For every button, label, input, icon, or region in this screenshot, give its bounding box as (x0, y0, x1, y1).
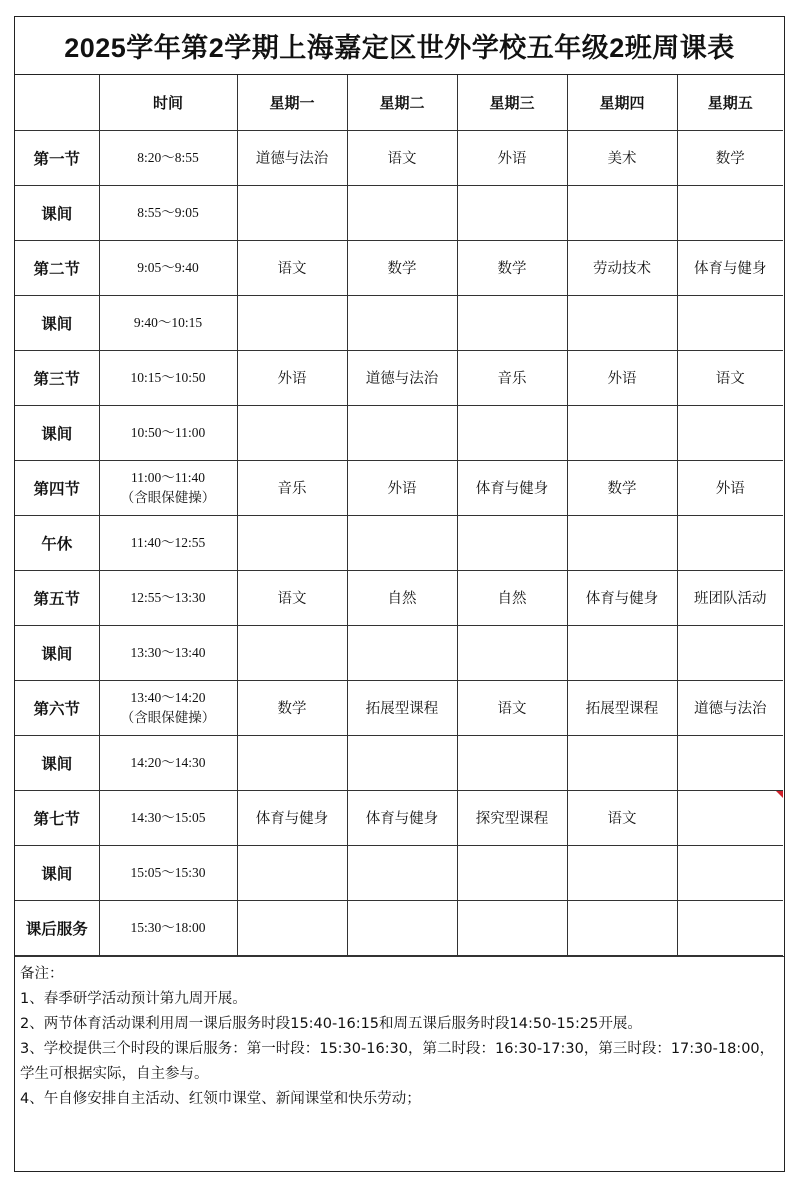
time-range-text: 15:30～18:00 (130, 919, 206, 935)
time-range (99, 185, 237, 240)
time-range-text: 14:30～15:05 (130, 809, 206, 825)
period-label: 第四节 (15, 460, 99, 515)
subject-cell (677, 295, 783, 350)
subject-cell (567, 185, 677, 240)
period-label: 课后服务 (15, 900, 99, 955)
table-row (15, 130, 783, 185)
subject-cell (677, 350, 783, 405)
table-row (15, 735, 783, 790)
time-range (99, 295, 237, 350)
subject-cell (457, 735, 567, 790)
period-label: 第七节 (15, 790, 99, 845)
time-range (99, 625, 237, 680)
subject-cell (677, 625, 783, 680)
subject-cell (677, 735, 783, 790)
header-friday: 星期五 (677, 75, 783, 130)
subject-cell (677, 240, 783, 295)
subject-cell (677, 460, 783, 515)
subject-text: 外语 (277, 371, 307, 387)
time-range (99, 240, 237, 295)
time-range-text: 15:05～15:30 (130, 864, 206, 880)
subject-cell (347, 735, 457, 790)
subject-cell (677, 570, 783, 625)
subject-cell (677, 405, 783, 460)
subject-text: 音乐 (497, 371, 527, 387)
subject-cell (347, 405, 457, 460)
table-row (15, 405, 783, 460)
table-row (15, 900, 783, 955)
subject-cell (457, 625, 567, 680)
subject-text: 班团队活动 (694, 591, 767, 607)
subject-text: 外语 (607, 371, 637, 387)
period-label: 第二节 (15, 240, 99, 295)
subject-cell (237, 295, 347, 350)
subject-text: 语文 (277, 261, 307, 277)
subject-cell (567, 130, 677, 185)
subject-cell (567, 240, 677, 295)
subject-text: 外语 (715, 481, 745, 497)
subject-cell (677, 900, 783, 955)
subject-cell (457, 350, 567, 405)
period-label: 课间 (15, 735, 99, 790)
subject-text: 拓展型课程 (365, 701, 439, 717)
period-label: 第一节 (15, 130, 99, 185)
subject-cell (677, 515, 783, 570)
timetable (15, 75, 783, 956)
subject-cell (347, 295, 457, 350)
subject-cell (457, 130, 567, 185)
subject-cell (567, 295, 677, 350)
subject-cell (457, 185, 567, 240)
time-range-note: （含眼保健操） (120, 709, 216, 725)
time-range (99, 515, 237, 570)
table-row (15, 350, 783, 405)
subject-text: 外语 (387, 481, 417, 497)
table-row (15, 570, 783, 625)
time-range (99, 130, 237, 185)
time-range-text: 8:55～9:05 (137, 204, 199, 220)
subject-text: 语文 (277, 591, 307, 607)
time-range (99, 900, 237, 955)
subject-cell (347, 900, 457, 955)
table-row (15, 295, 783, 350)
subject-cell (347, 790, 457, 845)
subject-text: 数学 (607, 481, 637, 497)
subject-text: 美术 (607, 151, 637, 167)
subject-cell (457, 790, 567, 845)
note-item-1: 1、春季研学活动预计第九周开展。 (20, 990, 247, 1007)
note-item-2: 2、两节体育活动课利用周一课后服务时段15:40-16:15和周五课后服务时段14:50-15:25开展。 (20, 1015, 642, 1032)
subject-cell (347, 350, 457, 405)
timetable-sheet (14, 16, 785, 1172)
notes-section (15, 956, 784, 1112)
subject-text: 数学 (497, 261, 527, 277)
note-item-4: 4、午自修安排自主活动、红领巾课堂、新闻课堂和快乐劳动； (20, 1090, 421, 1107)
period-label: 课间 (15, 845, 99, 900)
subject-cell (237, 680, 347, 735)
subject-cell (457, 570, 567, 625)
subject-text: 语文 (497, 701, 527, 717)
time-range (99, 735, 237, 790)
subject-text: 道德与法治 (255, 151, 329, 167)
table-row (15, 625, 783, 680)
subject-cell (237, 185, 347, 240)
subject-text: 音乐 (277, 481, 307, 497)
subject-cell (567, 845, 677, 900)
subject-text: 劳动技术 (593, 261, 651, 277)
notes-heading: 备注： (20, 965, 64, 982)
subject-cell (237, 350, 347, 405)
subject-text: 体育与健身 (585, 591, 659, 607)
time-range-text: 8:20～8:55 (137, 149, 199, 165)
period-label: 课间 (15, 625, 99, 680)
subject-text: 拓展型课程 (585, 701, 659, 717)
subject-cell (237, 460, 347, 515)
period-label: 午休 (15, 515, 99, 570)
subject-cell (457, 295, 567, 350)
subject-cell (677, 130, 783, 185)
subject-text: 自然 (387, 591, 417, 607)
subject-cell (567, 900, 677, 955)
time-range (99, 405, 237, 460)
subject-cell (347, 240, 457, 295)
subject-text: 语文 (715, 371, 745, 387)
subject-cell (457, 900, 567, 955)
time-range-text: 11:40～12:55 (130, 534, 206, 550)
page-title: 2025学年第2学期上海嘉定区世外学校五年级2班周课表 (15, 17, 784, 75)
period-label: 课间 (15, 295, 99, 350)
subject-cell (237, 405, 347, 460)
subject-cell (237, 790, 347, 845)
subject-text: 语文 (387, 151, 417, 167)
subject-cell (567, 790, 677, 845)
subject-cell (567, 350, 677, 405)
subject-cell (347, 680, 457, 735)
subject-cell (567, 515, 677, 570)
subject-cell (347, 185, 457, 240)
subject-cell (237, 735, 347, 790)
subject-cell (457, 240, 567, 295)
header-time: 时间 (99, 75, 237, 130)
subject-cell (237, 515, 347, 570)
subject-text: 语文 (607, 811, 637, 827)
comment-indicator-icon[interactable] (776, 791, 783, 798)
subject-cell (457, 460, 567, 515)
time-range (99, 350, 237, 405)
period-label: 课间 (15, 185, 99, 240)
subject-cell (237, 900, 347, 955)
time-range-text: 10:50～11:00 (130, 424, 206, 440)
subject-cell (457, 680, 567, 735)
time-range-text: 13:30～13:40 (130, 644, 206, 660)
table-row (15, 240, 783, 295)
time-range (99, 460, 237, 515)
subject-cell (677, 790, 783, 845)
subject-cell (237, 570, 347, 625)
subject-cell (347, 130, 457, 185)
time-range-text: 11:00～11:40 (131, 469, 205, 485)
table-row (15, 790, 783, 845)
subject-cell (347, 460, 457, 515)
subject-cell (347, 625, 457, 680)
time-range-text: 12:55～13:30 (130, 589, 206, 605)
time-range-text: 13:40～14:20 (130, 689, 206, 705)
period-label: 第三节 (15, 350, 99, 405)
subject-text: 道德与法治 (365, 371, 439, 387)
subject-text: 数学 (715, 151, 745, 167)
subject-cell (677, 680, 783, 735)
table-row (15, 680, 783, 735)
time-range-text: 14:20～14:30 (130, 754, 206, 770)
subject-cell (457, 515, 567, 570)
subject-cell (237, 240, 347, 295)
subject-text: 体育与健身 (694, 261, 767, 277)
header-blank (15, 75, 99, 130)
subject-cell (677, 845, 783, 900)
period-label: 第六节 (15, 680, 99, 735)
subject-text: 外语 (497, 151, 527, 167)
time-range-text: 9:40～10:15 (133, 314, 203, 330)
subject-cell (347, 570, 457, 625)
time-range (99, 680, 237, 735)
subject-text: 自然 (497, 591, 527, 607)
subject-cell (237, 845, 347, 900)
subject-text: 体育与健身 (475, 481, 549, 497)
table-row (15, 845, 783, 900)
subject-cell (237, 625, 347, 680)
table-row (15, 185, 783, 240)
table-row (15, 515, 783, 570)
header-monday: 星期一 (237, 75, 347, 130)
time-range (99, 845, 237, 900)
time-range (99, 790, 237, 845)
header-tuesday: 星期二 (347, 75, 457, 130)
table-row (15, 460, 783, 515)
subject-text: 体育与健身 (365, 811, 439, 827)
subject-cell (567, 625, 677, 680)
header-wednesday: 星期三 (457, 75, 567, 130)
subject-text: 数学 (387, 261, 417, 277)
subject-text: 数学 (277, 701, 307, 717)
note-item-3: 3、学校提供三个时段的课后服务：第一时段：15:30-16:30，第二时段：16:30-17:30，第三时段：17:30-18:00，学生可根据实际，自主参与。 (20, 1040, 775, 1082)
subject-text: 体育与健身 (255, 811, 329, 827)
subject-cell (347, 845, 457, 900)
time-range-text: 9:05～9:40 (137, 259, 199, 275)
period-label: 第五节 (15, 570, 99, 625)
header-thursday: 星期四 (567, 75, 677, 130)
time-range-text: 10:15～10:50 (130, 369, 206, 385)
subject-cell (567, 680, 677, 735)
period-label: 课间 (15, 405, 99, 460)
subject-cell (567, 405, 677, 460)
subject-text: 探究型课程 (475, 811, 549, 827)
subject-text: 道德与法治 (694, 701, 767, 717)
subject-cell (677, 185, 783, 240)
time-range (99, 570, 237, 625)
header-row (15, 75, 783, 130)
subject-cell (457, 845, 567, 900)
subject-cell (567, 460, 677, 515)
time-range-note: （含眼保健操） (120, 489, 216, 505)
subject-cell (567, 735, 677, 790)
subject-cell (347, 515, 457, 570)
subject-cell (237, 130, 347, 185)
subject-cell (457, 405, 567, 460)
subject-cell (567, 570, 677, 625)
